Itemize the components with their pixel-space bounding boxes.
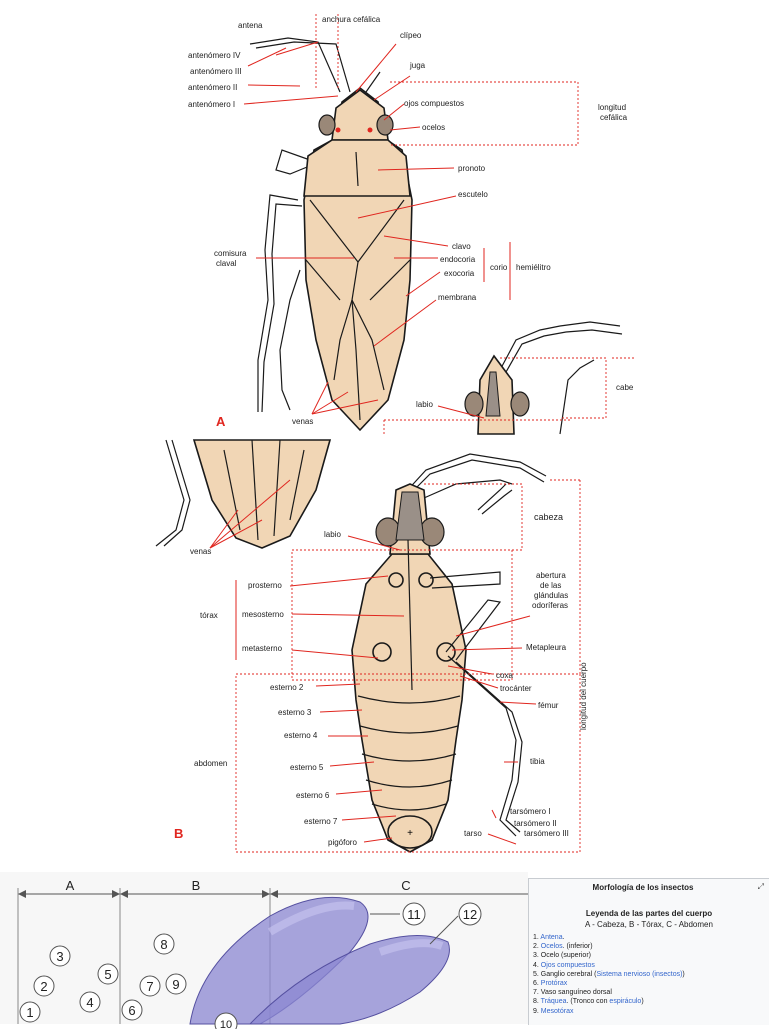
legend-item-link[interactable]: Antena [540, 934, 563, 941]
legend-item-text-end: ) [641, 998, 644, 1006]
legend-item [533, 1007, 767, 1016]
expand-icon[interactable]: ⤢ [757, 882, 764, 891]
label-tarsomero-iii: tarsómero III [524, 829, 569, 838]
hind-leg-left [280, 270, 300, 410]
section-a: A [65, 878, 75, 893]
label-mesosterno: mesosterno [242, 610, 284, 619]
left-antenna [250, 38, 340, 92]
label-abertura-2: de las [540, 581, 562, 590]
label-tibia: tibia [530, 757, 545, 766]
label-cabeza-partial: cabe [616, 383, 634, 392]
svg-text:5: 5 [104, 967, 112, 982]
label-antenomero-ii: antenómero II [188, 83, 238, 92]
label-pigoforo: pigóforo [328, 838, 357, 847]
legend-item-number: 6. [533, 980, 539, 988]
legend-item-number: 9. [533, 1007, 539, 1015]
ventral-view-diagram [0, 440, 768, 860]
label-venas-b: venas [190, 547, 212, 556]
label-abertura-4: odoríferas [532, 601, 569, 610]
legend-title: Leyenda de las partes del cuerpo [585, 909, 713, 918]
morphology-infobox [528, 878, 769, 1025]
legend-item-number: 4. [533, 961, 539, 969]
left-compound-eye [319, 115, 335, 135]
label-clipeo: clípeo [400, 31, 422, 40]
legend-item [533, 942, 767, 951]
label-esterno-5: esterno 5 [290, 763, 324, 772]
partial-wing-membrane [194, 440, 330, 548]
legend-item [533, 951, 767, 960]
marker-12 [459, 903, 481, 925]
legend-item [533, 970, 767, 979]
label-esterno-6: esterno 6 [296, 791, 330, 800]
marker-9 [166, 974, 186, 994]
legend-item [533, 988, 767, 997]
legend-item-link[interactable]: Mesotórax [540, 1007, 574, 1015]
label-esterno-7: esterno 7 [304, 817, 338, 826]
label-anchura-cefalica: anchura cefálica [322, 15, 381, 24]
label-labio-partial: labio [416, 400, 433, 409]
legend-item-text: Vaso sanguíneo dorsal [540, 989, 612, 997]
legend-item-text: . [562, 934, 565, 941]
compound-eye-b-right [420, 518, 444, 546]
label-exocoria: exocoria [444, 269, 475, 278]
marker-2 [34, 976, 54, 996]
label-membrana: membrana [438, 293, 477, 302]
infobox-title: Morfología de los insectos [592, 883, 694, 892]
legend-item-text: . (Tronco con [566, 998, 610, 1006]
label-antenomero-iii: antenómero III [190, 67, 242, 76]
legend-item-text-end: ) [682, 970, 685, 978]
legend-item [533, 979, 767, 988]
label-metasterno: metasterno [242, 644, 283, 653]
label-abdomen: abdomen [194, 759, 228, 768]
legend-item [533, 961, 767, 970]
label-cabeza: cabeza [534, 512, 564, 522]
section-b: B [191, 878, 201, 893]
ocellus-right [368, 128, 373, 133]
label-abertura-1: abertura [536, 571, 566, 580]
svg-text:+: + [407, 828, 413, 839]
svg-text:10: 10 [219, 1019, 233, 1029]
svg-text:2: 2 [40, 979, 48, 994]
marker-5 [98, 964, 118, 984]
svg-text:4: 4 [86, 995, 94, 1010]
ocellus-left [336, 128, 341, 133]
label-torax: tórax [200, 611, 218, 620]
label-escutelo: escutelo [458, 190, 488, 199]
panel-letter-b: B [174, 826, 184, 841]
legend-item-number: 3. [533, 952, 539, 960]
label-venas: venas [292, 417, 314, 426]
right-compound-eye [377, 115, 393, 135]
legend-item-text: Ocelo (superior) [540, 952, 591, 960]
label-labio: labio [324, 530, 341, 539]
label-comisura-2: claval [216, 259, 237, 268]
legend-list [533, 933, 767, 1016]
svg-text:3: 3 [56, 949, 64, 964]
label-endocoria: endocoria [440, 255, 476, 264]
panel-letter-a: A [216, 414, 226, 429]
svg-text:1: 1 [26, 1005, 34, 1020]
legend-subtitle: A - Cabeza, B - Tórax, C - Abdomen [585, 920, 713, 929]
marker-11 [403, 903, 425, 925]
legend-item-number: 8. [533, 998, 539, 1006]
svg-text:9: 9 [172, 977, 180, 992]
label-comisura-1: comisura [214, 249, 247, 258]
svg-text:8: 8 [160, 937, 168, 952]
marker-7 [140, 976, 160, 996]
legend-item-number: 2. [533, 943, 539, 951]
legend-item-link-secondary[interactable]: espiráculo [609, 998, 642, 1006]
legend-item-link[interactable]: Protórax [540, 980, 568, 988]
legend-item [533, 997, 767, 1006]
label-tarsomero-i: tarsómero I [510, 807, 551, 816]
label-longitud-cefalica-2: cefálica [600, 113, 628, 122]
mid-leg-left [258, 195, 298, 412]
label-prosterno: prosterno [248, 581, 282, 590]
legend-item-number: 7. [533, 989, 539, 997]
label-esterno-3: esterno 3 [278, 708, 312, 717]
label-trocanter: trocánter [500, 684, 532, 693]
marker-8 [154, 934, 174, 954]
legend-item-number: 5. [533, 970, 539, 978]
svg-text:7: 7 [146, 979, 154, 994]
section-c: C [401, 878, 411, 893]
marker-6 [122, 1000, 142, 1020]
label-corio: corio [490, 263, 508, 272]
svg-text:6: 6 [128, 1003, 136, 1018]
label-clavo: clavo [452, 242, 471, 251]
insect-anatomy-schematic [0, 872, 528, 1029]
svg-text:11: 11 [407, 907, 421, 922]
marker-4 [80, 992, 100, 1012]
legend-item-text: Ganglio cerebral ( [540, 970, 597, 978]
label-longitud-cuerpo: longitud del cuerpo [579, 662, 588, 730]
label-hemielitro: hemiélitro [516, 263, 551, 272]
label-tarsomero-ii: tarsómero II [514, 819, 557, 828]
svg-text:12: 12 [462, 907, 478, 922]
label-juga: juga [410, 61, 426, 70]
legend-item-link[interactable]: Ojos compuestos [540, 961, 595, 969]
label-abertura-3: glándulas [534, 591, 569, 600]
label-antena: antena [238, 21, 263, 30]
label-ocelos: ocelos [422, 123, 446, 132]
label-coxa: coxa [496, 671, 513, 680]
label-ojos-compuestos: ojos compuestos [404, 99, 465, 108]
label-femur: fémur [538, 701, 559, 710]
marker-3 [50, 946, 70, 966]
label-tarso: tarso [464, 829, 482, 838]
compound-eye-b-left [376, 518, 400, 546]
label-longitud-cefalica-1: longitud [598, 103, 627, 112]
label-antenomero-iv: antenómero IV [188, 51, 241, 60]
label-esterno-2: esterno 2 [270, 683, 304, 692]
label-antenomero-i: antenómero I [188, 100, 236, 109]
legend-item-number: 1. [533, 934, 539, 941]
legend-item-link[interactable]: Ocelos [540, 943, 563, 951]
label-esterno-4: esterno 4 [284, 731, 318, 740]
label-metapleura: Metapleura [526, 643, 567, 652]
marker-1 [20, 1002, 40, 1022]
legend-item [533, 933, 767, 942]
dorsal-view-diagram [0, 0, 768, 434]
right-antenna-stub [366, 72, 380, 92]
legend-item-text: . (inferior) [562, 943, 593, 951]
legend-item-link-secondary[interactable]: Sistema nervioso (insectos) [596, 970, 683, 978]
partial-antenna [500, 322, 620, 370]
legend-item-link[interactable]: Tráquea [540, 998, 567, 1006]
label-pronoto: pronoto [458, 164, 486, 173]
